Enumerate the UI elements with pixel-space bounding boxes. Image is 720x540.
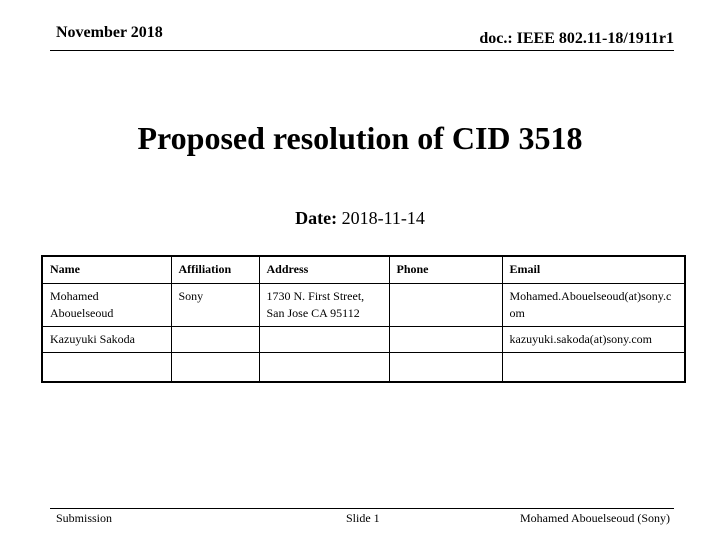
header-doc-id: doc.: IEEE 802.11-18/1911r1: [479, 30, 674, 47]
cell-email: kazuyuki.sakoda(at)sony.com: [502, 327, 685, 353]
table-header-row: [42, 256, 685, 284]
cell-affiliation: [171, 327, 259, 353]
cell-address: 1730 N. First Street, San Jose CA 95112: [259, 284, 389, 327]
column-header-affiliation: Affiliation: [171, 256, 259, 284]
cell-name: Kazuyuki Sakoda: [42, 327, 171, 353]
footer-divider: [50, 508, 674, 509]
slide-title: Proposed resolution of CID 3518: [137, 120, 583, 156]
date-value: 2018-11-14: [341, 208, 425, 228]
header-date: November 2018: [56, 24, 163, 41]
footer-submission: Submission: [56, 511, 113, 525]
cell-name: Mohamed Abouelseoud: [42, 284, 171, 327]
cell-affiliation: Sony: [171, 284, 259, 327]
cell-empty: [171, 353, 259, 383]
header-divider: [50, 50, 674, 51]
cell-empty: [42, 353, 171, 383]
cell-address: [259, 327, 389, 353]
cell-empty: [259, 353, 389, 383]
cell-empty: [502, 353, 685, 383]
date-label: Date:: [295, 208, 338, 228]
column-header-address: Address: [259, 256, 389, 284]
table-row: [42, 284, 685, 327]
cell-phone: [389, 284, 502, 327]
authors-table: [41, 255, 686, 383]
table-row: [42, 327, 685, 353]
column-header-name: Name: [42, 256, 171, 284]
table-row-empty: [42, 353, 685, 383]
cell-empty: [389, 353, 502, 383]
date-line: [0, 206, 720, 230]
cell-email: Mohamed.Abouelseoud(at)sony.com: [502, 284, 685, 327]
column-header-phone: Phone: [389, 256, 502, 284]
footer-author: Mohamed Abouelseoud (Sony): [520, 511, 670, 525]
cell-phone: [389, 327, 502, 353]
column-header-email: Email: [502, 256, 685, 284]
footer-slide-number: Slide 1: [346, 511, 380, 525]
